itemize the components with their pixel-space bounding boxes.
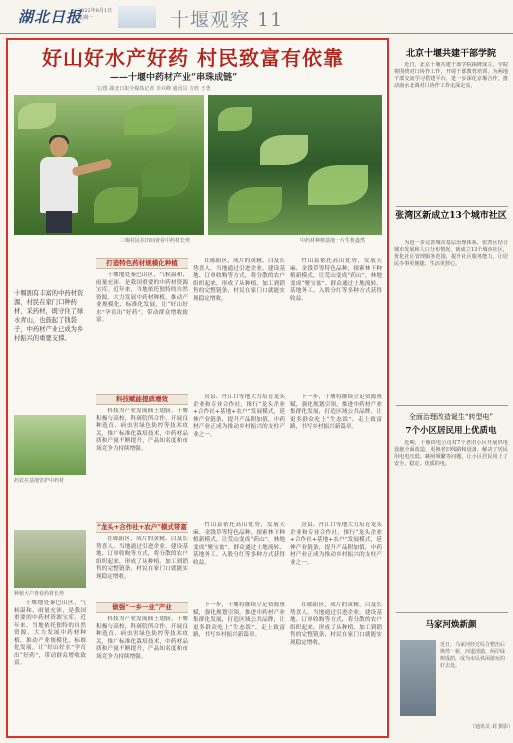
photo-right-caption: 中药材种植基地一片生机盎然 (300, 238, 366, 244)
article-column-3: 竹山县依托高山优势，发展天麻、金钱草等特色品种，探索林下种植新模式，让荒山变成“药山”，林地变成“聚宝盆”。群众通过土地流转、基地务工、入股分红等多种方式获得收益。 (290, 258, 382, 302)
skyline-image (118, 6, 156, 28)
sidebar-title-3b: 7个小区居民用上优质电 (405, 426, 497, 436)
article-subheadline: ——十堰中药材产业“串珠成链” (110, 73, 238, 83)
subhead-3: “龙头+合作社+农户”模式带富 (97, 523, 187, 531)
sidebar-title-2: 张湾区新成立13个城市社区 (395, 211, 507, 221)
date-block (78, 8, 112, 22)
article-column-6: 下一步，十堰将继续立足资源禀赋，强化规划引领，推进中药材产业集群化发展，打造区域公共品牌，让更多群众吃上“生态饭”、走上致富路，书写乡村振兴新篇章。 (290, 394, 382, 430)
article-column-12: 下一步，十堰将继续立足资源禀赋，强化规划引领，推进中药材产业集群化发展，打造区域公共品牌，让更多群众吃上“生态饭”、走上致富路，书写乡村振兴新篇章。 (193, 602, 285, 638)
photo-left-caption: 三堰村民在田间查看中药材长势 (120, 238, 191, 244)
farmer-field-photo (14, 95, 204, 235)
sidebar-text-3: 近期，十堰供电公司对7个老旧小区开展供电设施全面改造，更换老旧线路和设备，解决了居民用电电压低、跳闸频繁等问题，让小区居民用上了安全、稳定、优质的电。 (394, 440, 508, 467)
article-column-4: 科技为产业发展插上翅膀。十堰积极与高校、科研院所合作，开展良种选育、病虫害绿色防控等技术攻关，推广标准化栽培技术，中药材品质和产量不断提升，产品知名度和市场竞争力持续增强。 (96, 408, 188, 452)
sidebar-text-1: 近日，北京十堰共建干部学院揭牌成立。学院将围绕对口协作工作，开展干部教育培训，为两地干部交流学习搭建平台，进一步深化京堰合作，推动南水北调对口协作工作走深走实。 (394, 62, 508, 89)
inline-photo-2-caption: 种植大户查看药材长势 (14, 591, 65, 597)
article-column-1: 十堰地处秦巴山区，气候温和，雨量充沛，是我国重要的中药材资源宝库。近年来，当地依托独特的自然资源，大力发展中药材种植，推动产业规模化、标准化发展，让“好山好水”孕育出“好药”，带动群众增收致富。 (96, 272, 188, 323)
article-column-10: 十堰地处秦巴山区，气候温和，雨量充沛，是我国重要的中药材资源宝库。近年来，当地依托独特的自然资源，大力发展中药材种植，推动产业规模化、标准化发展，让“好山好水”孕育出“好药”，带动群众增收致富。 (14, 600, 86, 666)
farmer-figure (36, 137, 82, 233)
sidebar-text-4: 近日，马家河经过综合整治后焕然一新，河道清澈，两岸绿树成荫，成为市民休闲游玩的好去处。 (440, 642, 506, 669)
issue-weekday: 星期一 (78, 15, 94, 21)
newspaper-logo: 湖北日报 (18, 8, 83, 26)
section-title: 十堰观察 11 (170, 9, 284, 31)
sidebar-title-3: 全面治理改造诞生“转型电” (408, 413, 494, 421)
subhead-1: 打造特色药材规模化种植 (96, 258, 188, 269)
inline-photo-1-caption: 药农在基地管护中药材 (14, 478, 65, 484)
subhead-4: 做强“一乡一业”产业 (96, 602, 188, 613)
article-headline: 好山好水产好药 村民致富有依靠 (42, 46, 344, 70)
sidebar-title-4: 马家河焕新颜 (425, 620, 477, 630)
herb-base-photo (208, 95, 382, 235)
pull-quote: 十堰拥有丰富的中药材资源，村民在家门口种药材、采药材，既守住了绿水青山，也鼓起了钱袋子，中药材产业已成为乡村振兴的重要支撑。 (14, 290, 84, 342)
inline-photo-2 (14, 530, 86, 588)
sidebar-divider-3 (396, 612, 508, 613)
author-mark: （通讯员 刘 摄影） (470, 724, 513, 730)
river-photo (400, 640, 436, 716)
article-byline: 文/图 湖北日报全媒体记者 李兵峰 通讯员 吉欣 王勇 (96, 86, 211, 92)
issue-date: 2022年8月1日 (78, 8, 113, 14)
article-column-8: 竹山县依托高山优势，发展天麻、金钱草等特色品种，探索林下种植新模式，让荒山变成“药山”，林地变成“聚宝盆”。群众通过土地流转、基地务工、入股分红等多种方式获得收益。 (193, 522, 285, 566)
article-column-5: 房县、丹江口等地大力培育龙头企业和专业合作社，推行“龙头企业+合作社+基地+农户”发展模式，延伸产业链条，提升产品附加值，中药材产业正成为推动乡村振兴的支柱产业之一。 (193, 394, 285, 438)
article-column-9: 房县、丹江口等地大力培育龙头企业和专业合作社，推行“龙头企业+合作社+基地+农户”发展模式，延伸产业链条，提升产品附加值，中药材产业正成为推动乡村振兴的支柱产业之一。 (290, 522, 382, 566)
article-column-13: 在郧阳区，成片的黄精、白及长势喜人。当地通过引进企业、建设基地、订单收购等方式，将分散的农户组织起来，形成了从种植、加工到销售的完整链条，村民在家门口就能实现稳定增收。 (290, 602, 382, 646)
article-column-11: 科技为产业发展插上翅膀。十堰积极与高校、科研院所合作，开展良种选育、病虫害绿色防控等技术攻关，推广标准化栽培技术，中药材品质和产量不断提升，产品知名度和市场竞争力持续增强。 (96, 616, 188, 660)
sidebar-news-3 (392, 0, 510, 700)
sidebar-text-2: 为进一步完善城市基层治理体系，张湾区结合城市发展和人口分布情况，新成立13个城市社区，优化社区管理服务范围，提升社区服务能力，让居民办事更便捷、生活更舒心。 (394, 240, 508, 267)
subhead-2: 科技赋能提质增效 (96, 394, 188, 405)
sidebar-title-1: 北京十堰共建干部学院 (405, 49, 496, 59)
article-column-7: 在郧阳区，成片的黄精、白及长势喜人。当地通过引进企业、建设基地、订单收购等方式，将分散的农户组织起来，形成了从种植、加工到销售的完整链条，村民在家门口就能实现稳定增收。 (96, 536, 188, 580)
inline-photo-1 (14, 415, 86, 475)
article-column-2: 在郧阳区，成片的黄精、白及长势喜人。当地通过引进企业、建设基地、订单收购等方式，将分散的农户组织起来，形成了从种植、加工到销售的完整链条，村民在家门口就能实现稳定增收。 (193, 258, 285, 302)
